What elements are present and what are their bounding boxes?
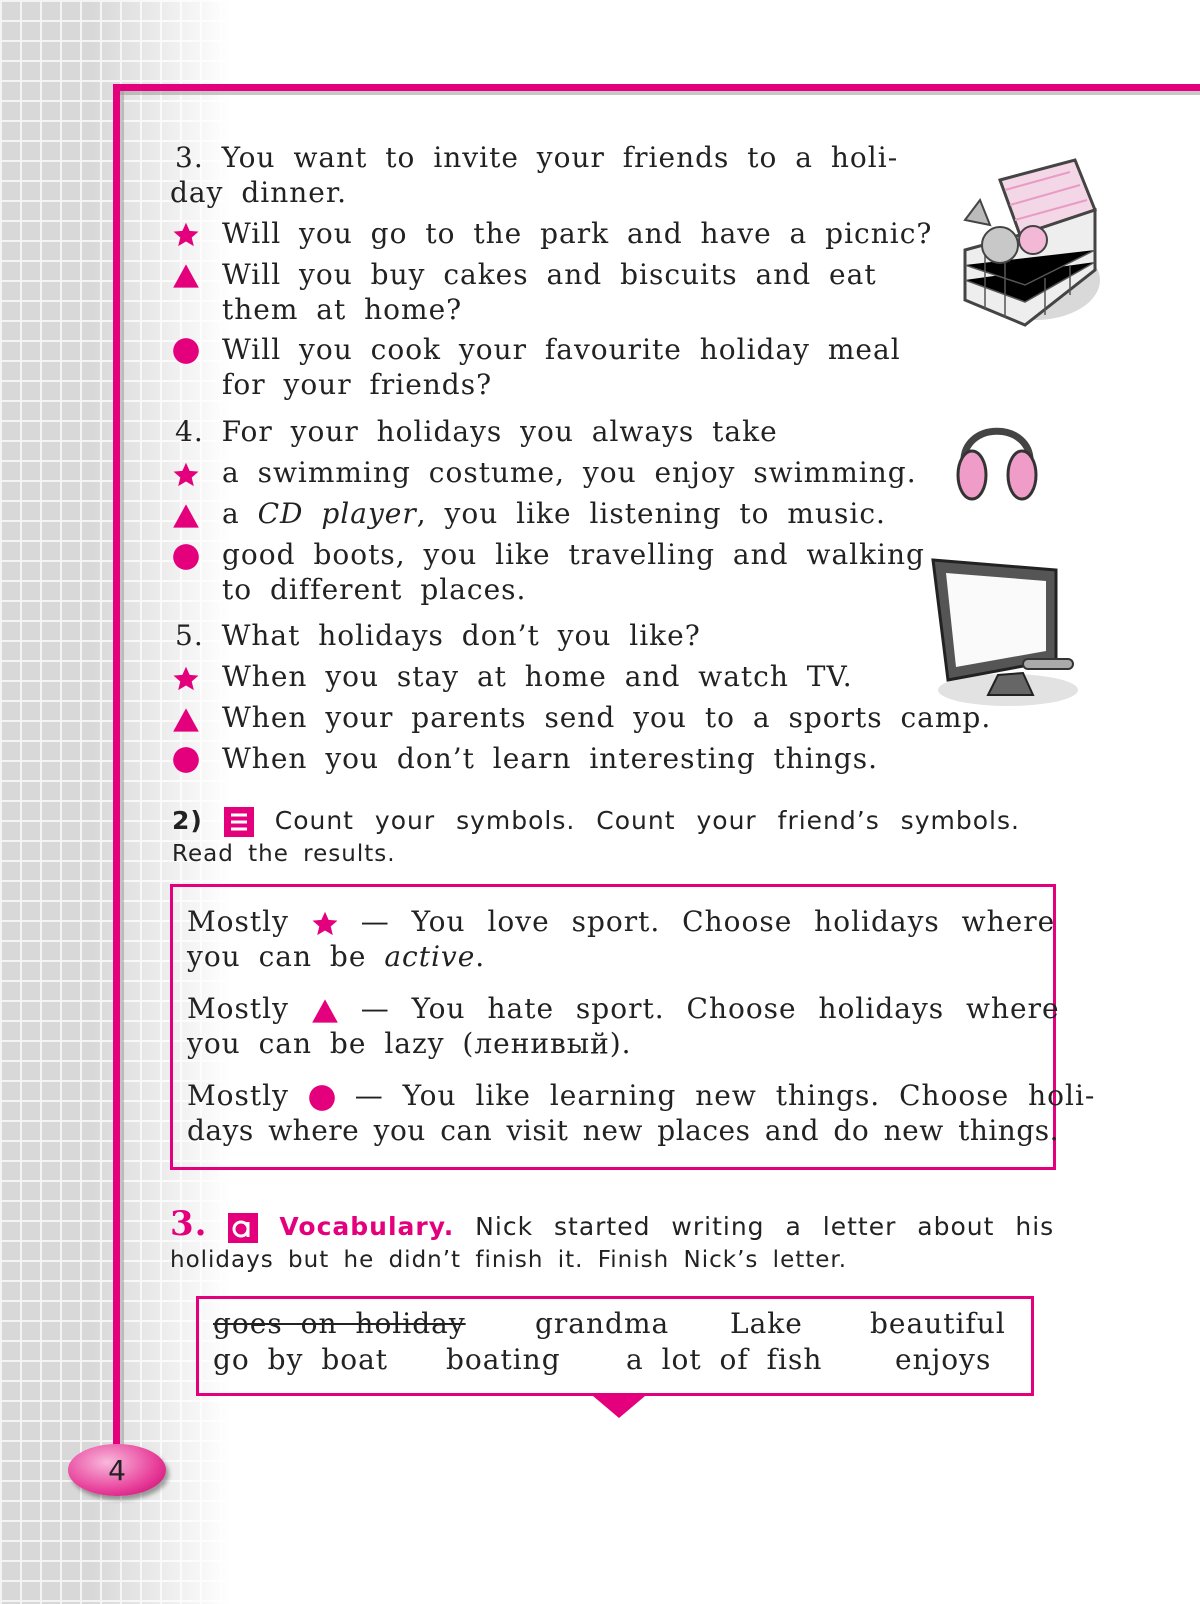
- circle-icon: [172, 746, 200, 774]
- result-triangle-text: — You hate sport. Choose holidays where: [360, 992, 1060, 1025]
- result-star-line2-italic: active: [384, 940, 476, 973]
- q4-option-star: a swimming costume, you enjoy swimming.: [222, 456, 917, 489]
- result-star-text: — You love sport. Choose holidays where: [360, 905, 1056, 938]
- vocabulary-icon: [228, 1213, 258, 1243]
- q4-option-circle-line2: to different places.: [222, 573, 527, 606]
- task2-instruction: Count your symbols. Count your friend’s symbols.: [274, 806, 1020, 835]
- result-triangle-line2: you can be lazy (ленивый).: [187, 1027, 632, 1060]
- result-star-line2-pre: you can be: [187, 940, 385, 973]
- triangle-icon: [172, 502, 200, 530]
- circle-icon: [308, 1084, 336, 1112]
- mostly-label: Mostly: [187, 1079, 289, 1112]
- task3-line1: [170, 1206, 1054, 1245]
- q3-option-triangle-line2: them at home?: [222, 293, 463, 326]
- q3-title-line1: 3. You want to invite your friends to a holi-: [175, 141, 899, 174]
- page-number: 4: [68, 1444, 166, 1496]
- word-item: boating: [446, 1343, 561, 1376]
- task3-line2: holidays but he didn’t finish it. Finish Nick’s letter.: [170, 1247, 848, 1273]
- top-rule: [113, 84, 1200, 91]
- triangle-icon: [311, 997, 339, 1025]
- q4-triangle-text-pre: a: [222, 497, 258, 530]
- circle-icon: [172, 543, 200, 571]
- picnic-basket-illustration: [945, 150, 1105, 335]
- left-rule-shadow: [120, 91, 124, 1471]
- q3-option-circle-line1: Will you cook your favourite holiday meal: [222, 333, 901, 366]
- triangle-icon: [172, 706, 200, 734]
- mostly-label: Mostly: [187, 905, 289, 938]
- task2-line1: [172, 803, 1020, 839]
- word-item: a lot of fish: [626, 1343, 823, 1376]
- top-rule-shadow: [117, 91, 1200, 95]
- word-item: grandma: [535, 1307, 670, 1340]
- word-item: go by boat: [213, 1343, 389, 1376]
- star-icon: [172, 665, 200, 693]
- result-star-line2-post: .: [475, 940, 486, 973]
- q4-title: 4. For your holidays you always take: [175, 415, 778, 448]
- headphones-illustration: [952, 405, 1042, 505]
- task3-number: 3.: [170, 1204, 208, 1244]
- result-circle-text: — You like learning new things. Choose holi-: [354, 1079, 1096, 1112]
- result-triangle-line1: [187, 991, 1060, 1027]
- result-circle-line2: days where you can visit new places and do new things.: [187, 1114, 1060, 1147]
- q3-option-circle-line2: for your friends?: [222, 368, 493, 401]
- result-circle-line1: [187, 1078, 1095, 1114]
- task3-heading: Vocabulary.: [279, 1212, 455, 1241]
- q4-triangle-text-italic: CD player: [257, 497, 417, 530]
- star-icon: [172, 221, 200, 249]
- word-box-pointer: [593, 1396, 645, 1418]
- q5-option-circle: When you don’t learn interesting things.: [222, 742, 878, 775]
- q5-option-star: When you stay at home and watch TV.: [222, 660, 853, 693]
- q4-option-circle-line1: good boots, you like travelling and walking: [222, 538, 925, 571]
- q3-option-triangle-line1: Will you buy cakes and biscuits and eat: [222, 258, 877, 291]
- result-star-line1: [187, 904, 1055, 940]
- q4-option-triangle: [222, 496, 886, 532]
- left-rule: [113, 84, 120, 1484]
- word-crossed-out: goes on holiday: [213, 1307, 466, 1340]
- star-icon: [311, 910, 339, 938]
- star-icon: [172, 461, 200, 489]
- task2-number: 2): [172, 806, 203, 835]
- q5-title: 5. What holidays don’t you like?: [175, 619, 701, 652]
- text-document-icon: [224, 807, 254, 837]
- word-item: Lake: [730, 1307, 803, 1340]
- q3-option-star: Will you go to the park and have a picnic?: [222, 217, 933, 250]
- mostly-label: Mostly: [187, 992, 289, 1025]
- q5-option-triangle: When your parents send you to a sports camp.: [222, 701, 992, 734]
- word-item: beautiful: [870, 1307, 1006, 1340]
- result-star-line2: [187, 939, 485, 975]
- word-item: enjoys: [895, 1343, 992, 1376]
- circle-icon: [172, 337, 200, 365]
- triangle-icon: [172, 262, 200, 290]
- task3-instruction: Nick started writing a letter about his: [475, 1212, 1055, 1241]
- q4-triangle-text-post: , you like listening to music.: [416, 497, 886, 530]
- task2-line2: Read the results.: [172, 841, 396, 867]
- q3-title-line2: day dinner.: [170, 176, 348, 209]
- tv-illustration: [928, 555, 1083, 710]
